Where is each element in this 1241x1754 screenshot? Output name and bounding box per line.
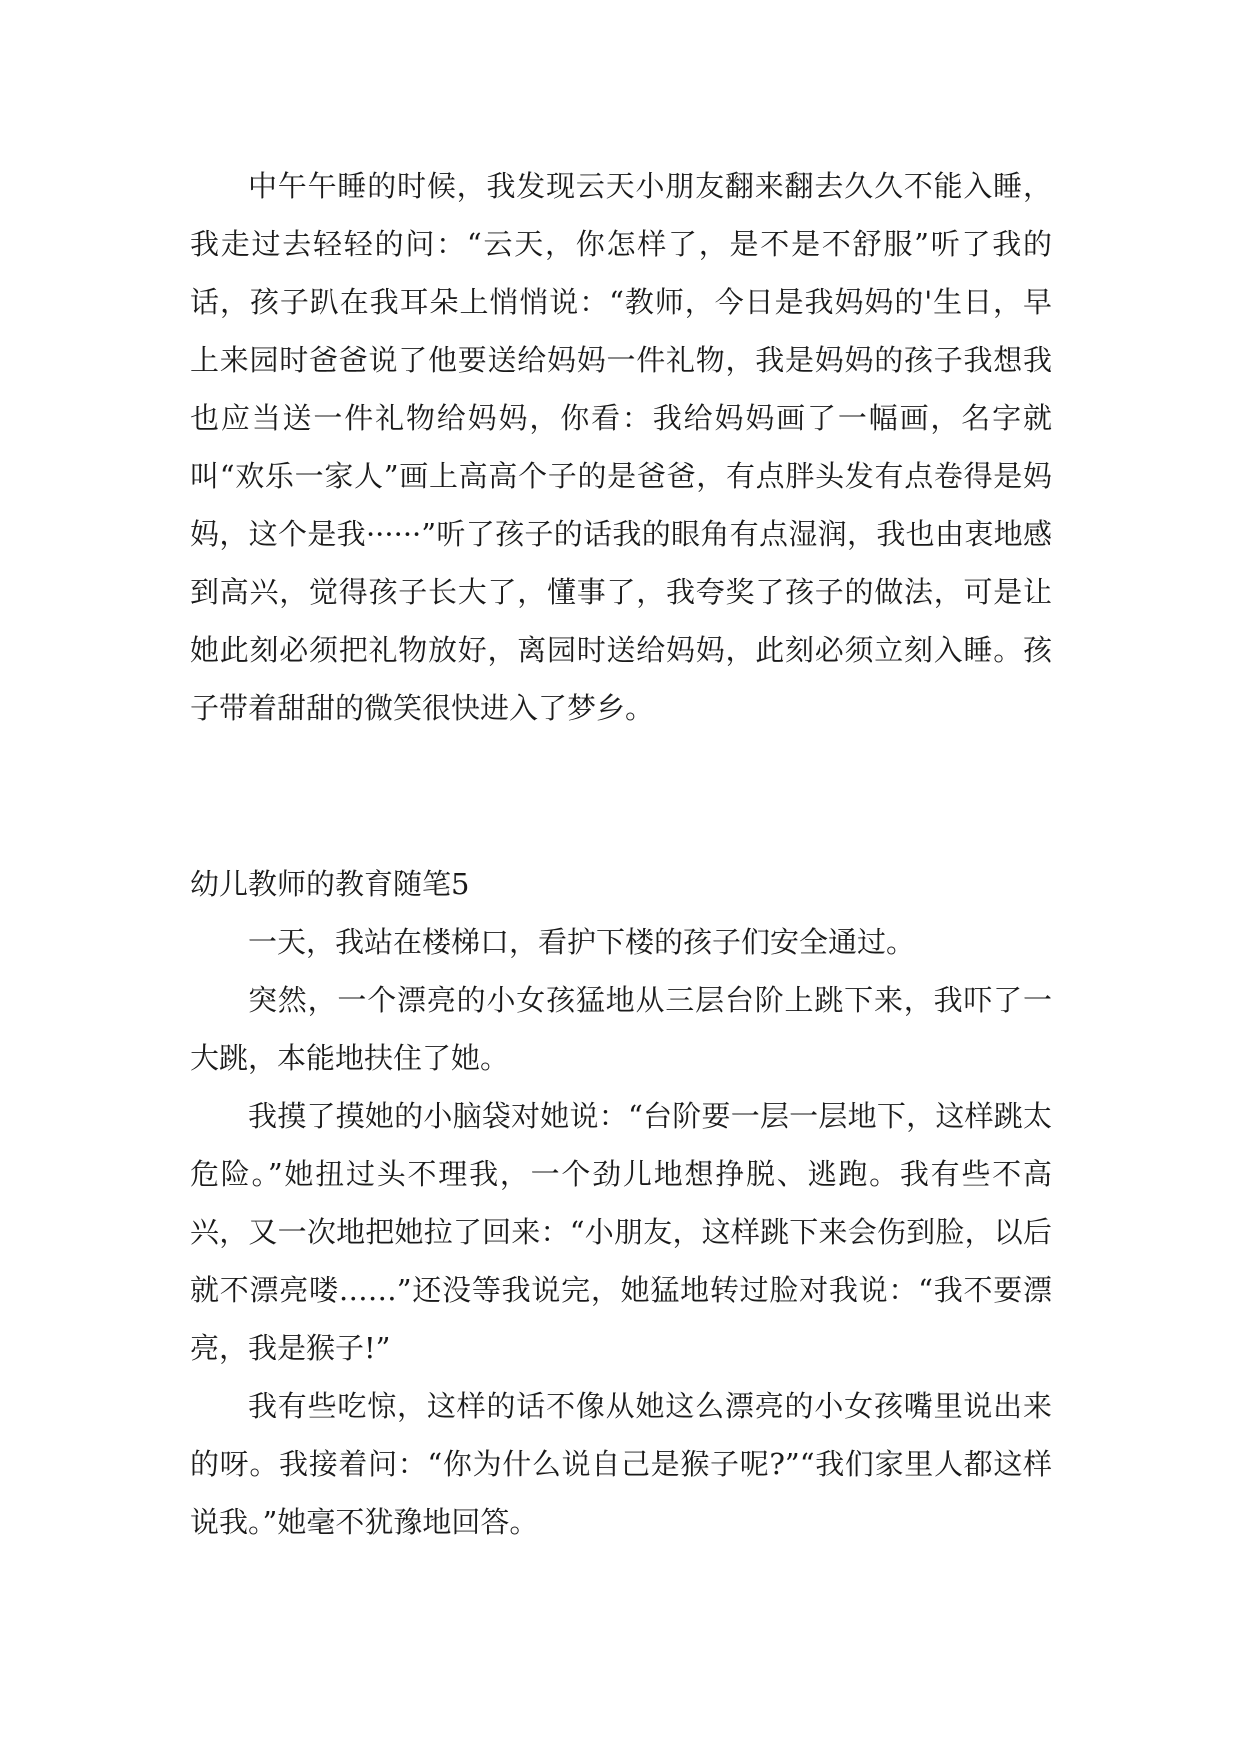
- paragraph-stairway: 一天，我站在楼梯口，看护下楼的孩子们安全通过。: [248, 925, 916, 959]
- paragraph-girl-jumps: 突然，一个漂亮的小女孩猛地从三层台阶上跳下来，我吓了一大跳，本能地扶住了她。: [190, 983, 1052, 1075]
- paragraph-birthday-gift: 中午午睡的时候，我发现云天小朋友翻来翻去久久不能入睡，我走过去轻轻的问：“云天，你怎样了，是不是不舒服”听了我的话，孩子趴在我耳朵上悄悄说：“教师，今日是我妈妈的'生日，早上来园时爸爸说了他要送给妈妈一件礼物，我是妈妈的孩子我想我也应当送一件礼物给妈妈，你看：我给妈妈画了一幅画，名字就叫“欢乐一家人”画上高高个子的是爸爸，有点胖头发有点卷得是妈妈，这个是我······”听了孩子的话我的眼角有点湿润，我也由衷地感到高兴，觉得孩子长大了，懂事了，我夸奖了孩子的做法，可是让她此刻必须把礼物放好，离园时送给妈妈，此刻必须立刻入睡。孩子带着甜甜的微笑很快进入了梦乡。: [190, 169, 1052, 725]
- paragraph-monkey-answer: 我有些吃惊，这样的话不像从她这么漂亮的小女孩嘴里说出来的呀。我接着问：“你为什么说自己是猴子呢?”“我们家里人都这样说我。”她毫不犹豫地回答。: [190, 1389, 1052, 1539]
- paragraph-conversation: 我摸了摸她的小脑袋对她说：“台阶要一层一层地下，这样跳太危险。”她扭过头不理我，一个劲儿地想挣脱、逃跑。我有些不高兴，又一次地把她拉了回来：“小朋友，这样跳下来会伤到脸，以后就不漂亮喽……”还没等我说完，她猛地转过脸对我说：“我不要漂亮，我是猴子!”: [190, 1099, 1052, 1365]
- section-heading: 幼儿教师的教育随笔5: [190, 867, 470, 901]
